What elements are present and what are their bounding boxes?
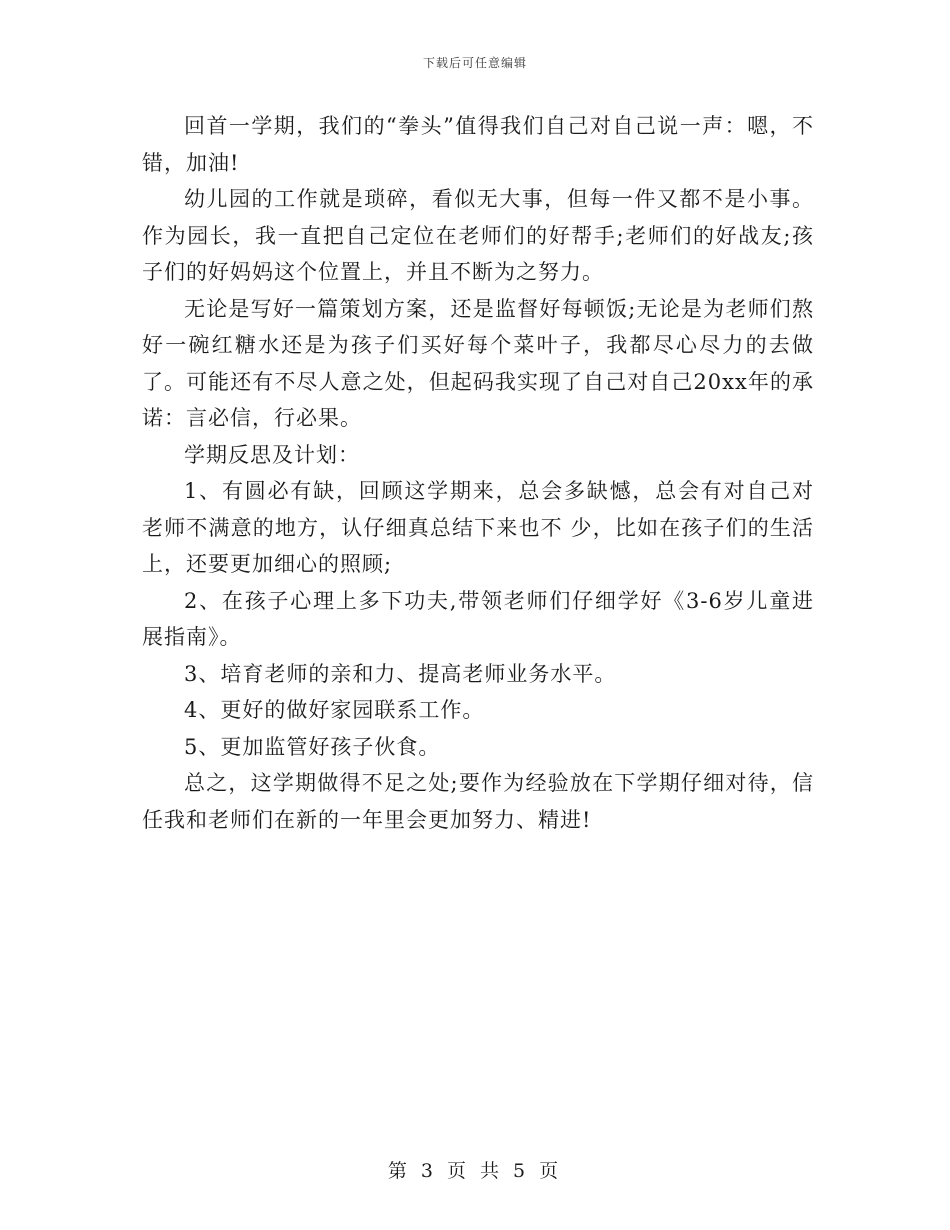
paragraph-work: 幼儿园的工作就是琐碎，看似无大事，但每一件又都不是小事。作为园长，我一直把自己定位在老师们的好帮手;老师们的好战友;孩子们的好妈妈这个位置上，并且不断为之努力。 xyxy=(142,187,814,284)
paragraph-effort: 无论是写好一篇策划方案，还是监督好每顿饭;无论是为老师们熬好一碗红糖水还是为孩子们买好每个菜叶子，我都尽心尽力的去做了。可能还有不尽人意之处，但起码我实现了自己对自己20xx年的承诺：言必信，行必果。 xyxy=(142,296,814,430)
plan-item-2: 2、在孩子心理上多下功夫,带领老师们仔细学好《3-6岁儿童进展指南》。 xyxy=(142,588,814,649)
plan-item-1: 1、有圆必有缺，回顾这学期来，总会多缺憾，总会有对自己对老师不满意的地方，认仔细真总结下来也不 少，比如在孩子们的生活上，还要更加细心的照顾; xyxy=(142,479,814,576)
plan-item-5: 5、更加监管好孩子伙食。 xyxy=(184,734,441,759)
document-body xyxy=(142,108,814,838)
plan-item-4: 4、更好的做好家园联系工作。 xyxy=(184,698,485,722)
paragraph-intro: 回首一学期，我们的“拳头”值得我们自己对自己说一声：嗯，不错，加油! xyxy=(142,114,814,175)
page-footer: 第 3 页 共 5 页 xyxy=(387,1160,563,1182)
paragraph-conclusion: 总之，这学期做得不足之处;要作为经验放在下学期仔细对待，信任我和老师们在新的一年里会更加努力、精进! xyxy=(142,771,814,832)
plan-item-3: 3、培育老师的亲和力、提高老师业务水平。 xyxy=(184,661,617,686)
page-header: 下载后可任意编辑 xyxy=(422,56,527,70)
section-heading-reflection: 学期反思及计划： xyxy=(184,442,360,467)
